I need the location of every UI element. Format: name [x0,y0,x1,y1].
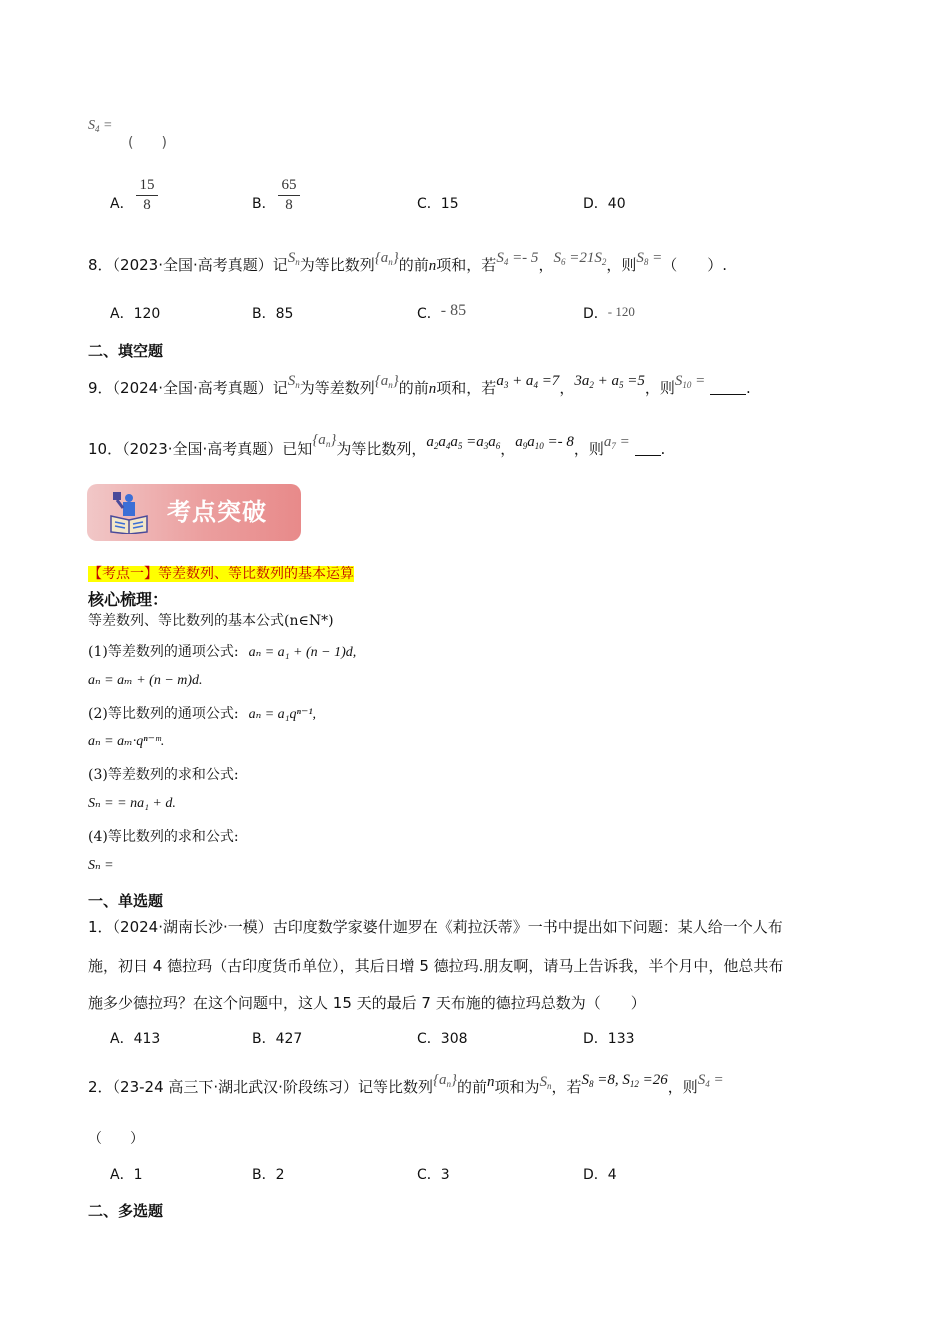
p2-option-c: C．3 [417,1167,450,1183]
p2-option-d: D．4 [583,1167,617,1183]
problem-2: 2．（23-24 高三下·湖北武汉·阶段练习）记等比数列$\{a_n\}$的前n项和为$S_n$，若$S_8 =8$, $S_{12} =26$，则$S_4$ = [88,1072,724,1096]
formula-3: Sₙ = = na₁ + d. [88,796,176,811]
section-fill-in: 二、填空题 [88,342,164,360]
q7-lead: $S_4$ = [88,118,113,134]
problem-1-line-1: 1．（2024·湖南长沙·一模）古印度数学家婆什迦罗在《莉拉沃蒂》一书中提出如下问题：某人给一个人布 [88,918,783,936]
section-banner [87,484,301,541]
problem-1-line-2: 施，初日 4 德拉玛（古印度货币单位），其后日增 5 德拉玛.朋友啊，请马上告诉我，半个月中，他总共布 [88,957,784,975]
formula-4-label: (4)等比数列的求和公式: [88,829,239,845]
question-8: 8．（2023·全国·高考真题）记$S_n$为等比数列$\{a_n\}$的前n项和，若$S_4 =- 5$，$S_6 =21S_2$，则$S_8$ =（ ）. [88,250,727,274]
q8-option-b: B．85 [252,306,294,322]
p1-option-c: C．308 [417,1031,468,1047]
banner-title: 考点突破 [167,498,267,526]
book-person-icon [109,490,149,534]
topic-1-heading: 【考点一】等差数列、等比数列的基本运算 [88,566,354,582]
q7-option-b-label: B． [252,196,276,212]
problem-2-paren: （ ） [88,1131,144,1147]
section-single-choice: 一、单选题 [88,892,164,910]
p1-option-a: A．413 [110,1031,161,1047]
q8-option-d: D．- 120 [583,304,635,322]
p1-option-b: B．427 [252,1031,303,1047]
core-summary-heading: 核心梳理： [88,590,169,609]
problem-1-line-3: 施多少德拉玛？在这个问题中，这人 15 天的最后 7 天布施的德拉玛总数为（ ） [88,994,646,1012]
q7-option-a-label: A． [110,196,134,212]
question-9: 9．（2024·全国·高考真题）记$S_n$为等差数列$\{a_n\}$的前n项和，若$a_3 + a_4 =7$，$3a_2 + a_5 =5$，则$S_{10}$ = . [88,373,751,397]
p1-option-d: D．133 [583,1031,635,1047]
q9-answer-blank[interactable] [710,380,746,395]
formula-intro: 等差数列、等比数列的基本公式(n∈N*) [88,613,334,629]
p2-option-b: B．2 [252,1167,285,1183]
q7-option-d: D．40 [583,196,626,212]
q8-option-a: A．120 [110,306,161,322]
formula-2: (2)等比数列的通项公式: aₙ = a₁qⁿ⁻¹, [88,706,317,722]
p2-option-a: A．1 [110,1167,143,1183]
formula-4: Sₙ = [88,858,114,873]
formula-1: (1)等差数列的通项公式: aₙ = a₁ + (n − 1)d, [88,644,357,660]
formula-2b: aₙ = aₘ·qⁿ⁻ᵐ. [88,734,165,749]
q10-answer-blank[interactable] [635,441,661,456]
q7-option-a-fraction: 15 8 [136,177,158,214]
q7-option-c: C．15 [417,196,459,212]
q7-paren: ( ) [128,135,167,151]
question-10: 10．（2023·全国·高考真题）已知$\{a_n\}$为等比数列，$a_2a_4a_5 =a_3a_6$，$a_9a_{10} =- 8$，则$a_7$ = . [88,432,666,458]
section-multiple-choice: 二、多选题 [88,1202,164,1220]
q7-option-b-fraction: 65 8 [278,177,300,214]
formula-1b: aₙ = aₘ + (n − m)d. [88,673,203,688]
formula-3-label: (3)等差数列的求和公式: [88,767,239,783]
q8-option-c: C．- 85 [417,302,467,322]
